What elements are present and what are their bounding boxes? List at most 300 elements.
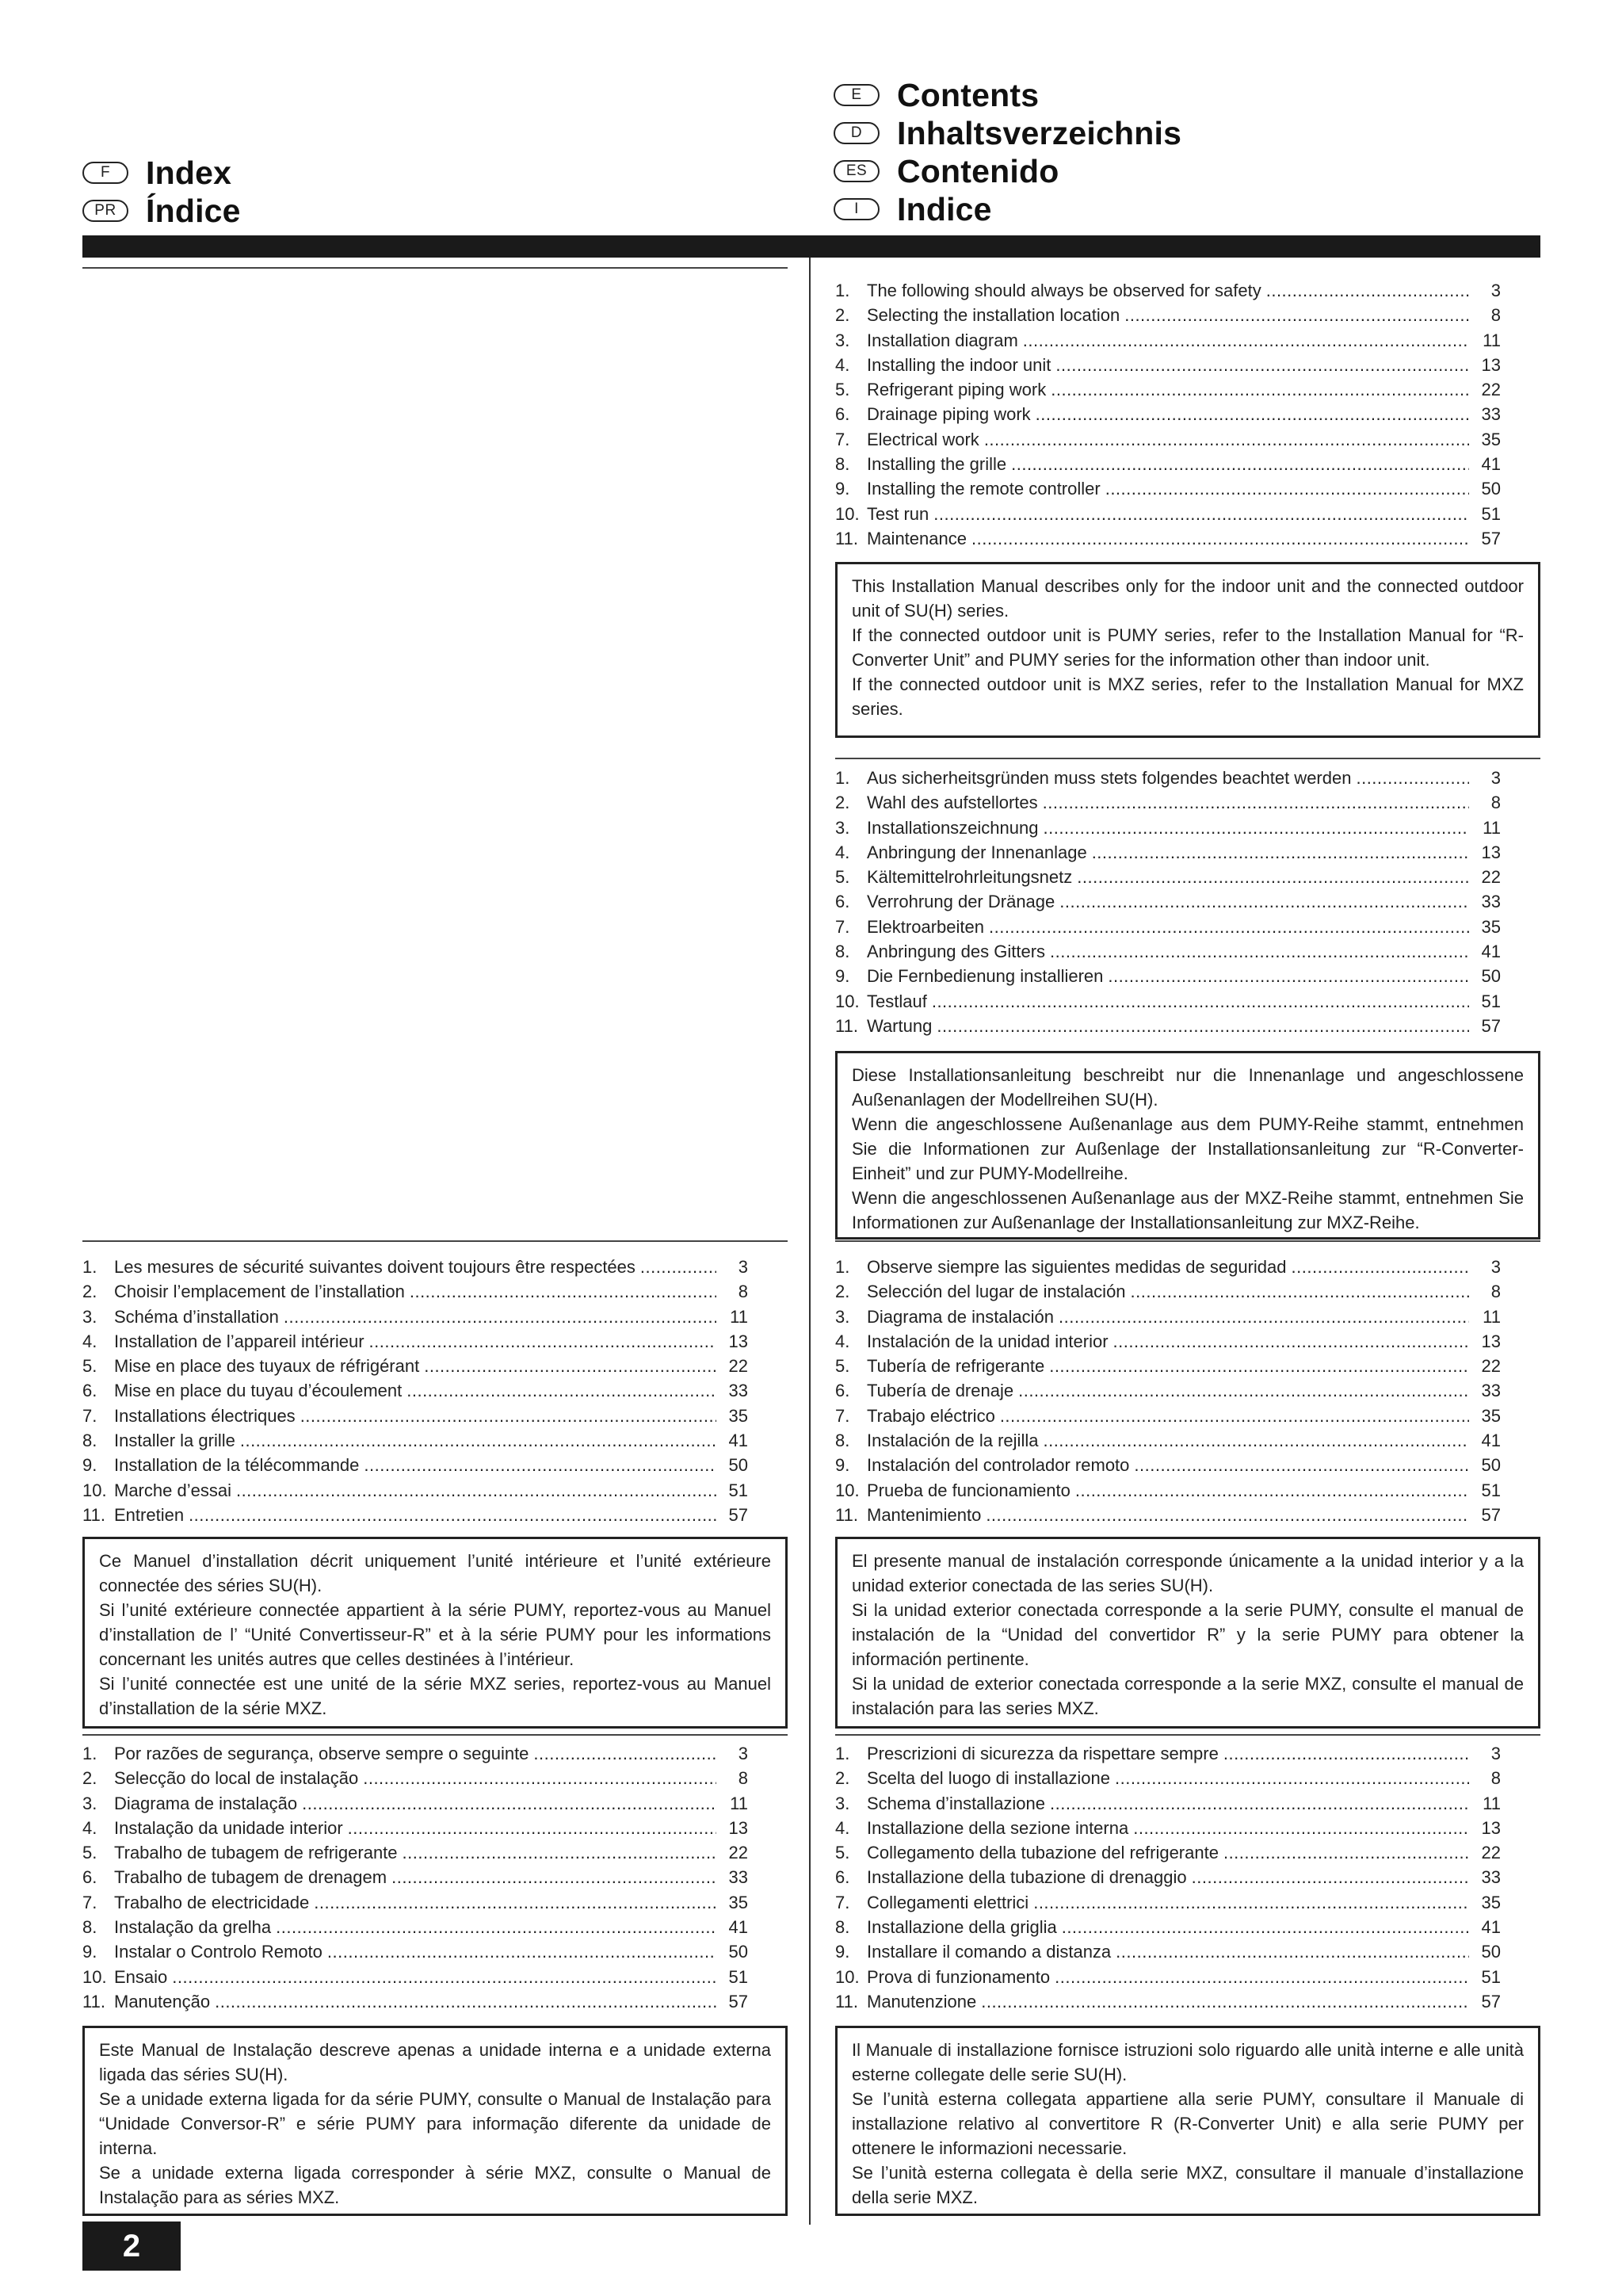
title-block-right <box>834 76 1181 228</box>
toc-item-leader <box>348 1816 716 1840</box>
toc-item-page: 22 <box>728 1843 748 1863</box>
toc-item-leader <box>1011 452 1469 476</box>
note-paragraph: Si l’unité connectée est une unité de la série MXZ series, reportez-vous au Manuel d’installation de la série MXZ. <box>99 1674 771 1718</box>
toc-item-label: Scelta del luogo di installazione <box>867 1768 1110 1789</box>
toc-item-number: 10. <box>835 503 860 524</box>
toc-item-page: 13 <box>1481 354 1501 375</box>
toc-item-leader <box>1223 1840 1469 1865</box>
toc-item <box>835 1503 1501 1527</box>
toc-item <box>835 452 1501 476</box>
toc-item-label: Diagrama de instalación <box>867 1306 1055 1327</box>
toc-item-page: 33 <box>728 1381 748 1401</box>
title-text: Inhaltsverzeichnis <box>897 114 1182 151</box>
toc-item-number: 5. <box>835 867 850 888</box>
toc-item-label: Trabalho de electricidade <box>114 1892 310 1912</box>
toc-item-page: 13 <box>728 1331 748 1351</box>
toc-item <box>835 840 1501 865</box>
toc-item-leader <box>391 1865 716 1889</box>
toc-item-number: 1. <box>835 1257 850 1277</box>
toc-item-number: 3. <box>835 1306 850 1327</box>
title-row-es <box>834 152 1181 190</box>
toc-item-leader <box>1055 353 1469 377</box>
toc-item <box>835 427 1501 452</box>
toc-item-page: 50 <box>1481 479 1501 499</box>
toc-item-number: 9. <box>835 1455 850 1476</box>
toc-item-leader <box>424 1354 716 1378</box>
toc-item-leader <box>189 1503 716 1527</box>
toc-item <box>835 1865 1501 1889</box>
toc-item <box>835 1378 1501 1403</box>
toc-item-page: 57 <box>728 1504 748 1525</box>
toc-item-page: 22 <box>1481 1843 1501 1863</box>
toc-item-label: Por razões de segurança, observe sempre o seguinte <box>114 1744 529 1763</box>
toc-item-number: 9. <box>835 966 850 987</box>
toc-item <box>835 790 1501 815</box>
toc-item-leader <box>1115 1766 1469 1790</box>
toc-item-label: Instalación de la unidad interior <box>867 1331 1109 1351</box>
toc-item-label: Observe siempre las siguientes medidas de seguridad <box>867 1257 1287 1277</box>
toc-item <box>835 1428 1501 1453</box>
note-paragraph: Se a unidade externa ligada corresponder à série MXZ, consulte o Manual de Instalação para as séries MXZ. <box>99 2163 771 2207</box>
toc-italian <box>835 1741 1501 2014</box>
note-paragraph: Se l’unità esterna collegata è della serie MXZ, consultare il manuale d’installazione della serie MXZ. <box>852 2163 1524 2207</box>
toc-item-number: 9. <box>835 1942 850 1962</box>
toc-item-label: Trabajo eléctrico <box>867 1405 995 1426</box>
toc-item-leader <box>1043 1428 1469 1453</box>
toc-item <box>82 1741 748 1766</box>
toc-item-page: 41 <box>728 1431 748 1451</box>
toc-item-page: 51 <box>1481 1480 1501 1500</box>
toc-item-page: 35 <box>1481 916 1501 937</box>
toc-item-number: 2. <box>835 1768 850 1789</box>
toc-item-leader <box>1050 1791 1469 1816</box>
toc-item-label: Drainage piping work <box>867 404 1031 425</box>
note-paragraph: Si la unidad exterior conectada corresponde a la serie PUMY, consulte el manual de instalación de la “Unidad del convertidor R” y la serie PUMY para obtener la información pertinente. <box>852 1600 1524 1669</box>
toc-item <box>835 1354 1501 1378</box>
toc-item-label: Prueba de funcionamiento <box>867 1480 1071 1500</box>
toc-item-leader <box>314 1890 716 1915</box>
toc-item-leader <box>1036 402 1469 426</box>
toc-item-page: 13 <box>728 1817 748 1838</box>
toc-item <box>835 353 1501 377</box>
toc-item-label: Manutenção <box>114 1991 211 2011</box>
toc-item-page: 8 <box>1490 793 1501 813</box>
toc-item-number: 9. <box>82 1942 97 1962</box>
note-paragraph: Wenn die angeschlossenen Außenanlage aus der MXZ-Reihe stammt, entnehmen Sie Informationen zur Außenanlage der Installationsanleitung zur MXZ-Reihe. <box>852 1188 1524 1232</box>
toc-item-label: Manutenzione <box>867 1991 977 2011</box>
divider-es <box>835 1240 1540 1242</box>
toc-item-page: 13 <box>1481 1331 1501 1351</box>
toc-item-leader <box>369 1329 716 1354</box>
toc-item-leader <box>1051 377 1469 402</box>
toc-item <box>835 1329 1501 1354</box>
toc-item <box>82 1503 748 1527</box>
toc-item-leader <box>1050 939 1469 964</box>
toc-item-number: 2. <box>82 1768 97 1789</box>
note-paragraph: Este Manual de Instalação descreve apenas a unidade interna e a unidade externa ligada das séries SU(H). <box>99 2040 771 2084</box>
toc-item-leader <box>984 427 1469 452</box>
toc-item-label: Installing the indoor unit <box>867 354 1051 375</box>
toc-item-page: 11 <box>1483 330 1501 350</box>
note-italian <box>835 2026 1540 2216</box>
toc-item-label: Mise en place des tuyaux de réfrigérant <box>114 1356 420 1377</box>
toc-item-leader <box>932 989 1469 1014</box>
toc-item-page: 33 <box>1481 1867 1501 1888</box>
toc-item-page: 50 <box>1481 966 1501 987</box>
note-paragraph: Si l’unité extérieure connectée appartient à la série PUMY, reportez-vous au Manuel d’installation de l’ “Unité Convertisseur-R” et à la série PUMY pour les informations concernant les unités autres que celles destinées à l’intérieur. <box>99 1600 771 1669</box>
toc-item-label: Marche d’essai <box>114 1480 231 1500</box>
note-english <box>835 562 1540 738</box>
language-badge: E <box>834 84 880 106</box>
note-paragraph: If the connected outdoor unit is MXZ series, refer to the Installation Manual for MXZ series. <box>852 674 1524 719</box>
toc-item-number: 8. <box>82 1917 97 1938</box>
toc-item-label: Tubería de refrigerante <box>867 1356 1045 1377</box>
toc-item <box>82 1453 748 1477</box>
toc-item-number: 1. <box>82 1257 97 1277</box>
toc-item <box>835 1939 1501 1964</box>
toc-item-number: 7. <box>835 429 850 449</box>
toc-item-label: Installazione della tubazione di drenaggio <box>867 1867 1187 1888</box>
toc-item-leader <box>937 1014 1469 1038</box>
toc-item-leader <box>364 1453 716 1477</box>
toc-item-leader <box>1192 1865 1469 1889</box>
title-text: Contents <box>897 76 1040 113</box>
toc-item-label: Installare il comando a distanza <box>867 1942 1112 1962</box>
toc-item-page: 13 <box>1481 1817 1501 1838</box>
toc-item-label: Kältemittelrohrleitungsnetz <box>867 867 1073 888</box>
toc-item-label: Installing the remote controller <box>867 479 1101 499</box>
toc-item-leader <box>989 915 1469 939</box>
toc-item-number: 5. <box>835 380 850 400</box>
note-german <box>835 1051 1540 1240</box>
header-bar <box>82 235 1540 258</box>
toc-item-page: 3 <box>1490 1257 1501 1277</box>
toc-item-label: Testlauf <box>867 991 927 1011</box>
toc-item-number: 9. <box>82 1455 97 1476</box>
title-block-left <box>82 154 241 230</box>
toc-item-number: 6. <box>82 1381 97 1401</box>
toc-item <box>835 328 1501 353</box>
toc-item-leader <box>1018 1378 1469 1403</box>
toc-item-label: Diagrama de instalação <box>114 1793 298 1813</box>
toc-item-page: 51 <box>1481 503 1501 524</box>
toc-item <box>82 1766 748 1790</box>
toc-item-page: 51 <box>728 1966 748 1987</box>
toc-item <box>82 1816 748 1840</box>
toc-item-page: 11 <box>1483 1306 1501 1327</box>
toc-item-number: 4. <box>835 1331 850 1351</box>
toc-item <box>835 816 1501 840</box>
toc-item-label: Instalar o Controlo Remoto <box>114 1942 322 1962</box>
toc-item-leader <box>240 1428 716 1453</box>
toc-item-label: Mise en place du tuyau d’écoulement <box>114 1381 403 1401</box>
toc-item-page: 33 <box>1481 404 1501 425</box>
toc-item <box>835 1279 1501 1304</box>
toc-item-leader <box>302 1791 716 1816</box>
toc-item-leader <box>1116 1939 1469 1964</box>
toc-item-number: 11. <box>835 528 858 548</box>
toc-item-number: 5. <box>82 1843 97 1863</box>
toc-item-label: Prova di funzionamento <box>867 1966 1051 1987</box>
toc-english <box>835 278 1501 551</box>
toc-item-leader <box>1023 328 1469 353</box>
toc-item-page: 50 <box>728 1942 748 1962</box>
note-paragraph: If the connected outdoor unit is PUMY series, refer to the Installation Manual for “R-Converter Unit” and PUMY series for the information other than indoor unit. <box>852 625 1524 670</box>
toc-item <box>82 1939 748 1964</box>
toc-item-number: 2. <box>835 793 850 813</box>
toc-item-leader <box>1075 1478 1469 1503</box>
toc-item-leader <box>1113 1329 1469 1354</box>
divider-left-top <box>82 267 788 269</box>
toc-item-leader <box>1000 1404 1469 1428</box>
toc-item-page: 35 <box>728 1892 748 1912</box>
title-row-en <box>834 76 1181 114</box>
toc-item-number: 8. <box>835 942 850 962</box>
toc-item <box>82 1255 748 1279</box>
toc-item-number: 5. <box>835 1843 850 1863</box>
toc-item-label: Collegamenti elettrici <box>867 1892 1029 1912</box>
toc-item-leader <box>1134 1453 1469 1477</box>
note-paragraph: This Installation Manual describes only for the indoor unit and the connected outdoor unit of SU(H) series. <box>852 576 1524 621</box>
toc-item-label: Installation diagram <box>867 330 1018 350</box>
toc-item-number: 3. <box>835 330 850 350</box>
toc-item <box>835 402 1501 426</box>
toc-item-label: Collegamento della tubazione del refrigerante <box>867 1843 1219 1863</box>
toc-item-leader <box>933 502 1469 526</box>
toc-item-number: 11. <box>82 1991 105 2011</box>
toc-item-number: 7. <box>835 1892 850 1912</box>
toc-item-leader <box>1266 278 1469 303</box>
divider-de <box>835 758 1540 759</box>
toc-item-label: Installazione della griglia <box>867 1917 1057 1938</box>
toc-item-number: 10. <box>835 1966 860 1987</box>
toc-item-number: 8. <box>82 1431 97 1451</box>
toc-item-number: 7. <box>82 1405 97 1426</box>
toc-item-leader <box>410 1279 716 1304</box>
divider-fr <box>82 1240 788 1242</box>
toc-item-number: 2. <box>835 1282 850 1302</box>
toc-item-page: 22 <box>1481 867 1501 888</box>
toc-item <box>82 1915 748 1939</box>
language-badge: F <box>82 162 128 184</box>
language-badge: D <box>834 122 880 144</box>
toc-item-number: 1. <box>835 768 850 788</box>
toc-item-page: 3 <box>1490 281 1501 300</box>
toc-item-page: 35 <box>1481 1405 1501 1426</box>
toc-item-leader <box>215 1989 716 2014</box>
toc-item-number: 11. <box>835 1991 858 2011</box>
toc-item-page: 41 <box>1481 1431 1501 1451</box>
title-text: Contenido <box>897 152 1059 189</box>
title-row-pt <box>82 192 241 230</box>
toc-item <box>835 1890 1501 1915</box>
toc-item-leader <box>406 1378 716 1403</box>
toc-item-label: Verrohrung der Dränage <box>867 892 1055 912</box>
toc-item-number: 1. <box>835 1744 850 1763</box>
toc-item-page: 13 <box>1481 842 1501 862</box>
toc-item <box>835 1816 1501 1840</box>
toc-item-page: 3 <box>738 1744 748 1763</box>
toc-item <box>835 964 1501 988</box>
language-badge: ES <box>834 160 880 182</box>
toc-item-label: Selecting the installation location <box>867 305 1120 326</box>
toc-item-label: Les mesures de sécurité suivantes doivent toujours être respectées <box>114 1257 635 1277</box>
toc-item-page: 22 <box>1481 380 1501 400</box>
toc-item <box>835 1305 1501 1329</box>
toc-item-label: Installation de l’appareil intérieur <box>114 1331 364 1351</box>
toc-item <box>82 1791 748 1816</box>
toc-item-label: Wahl des aufstellortes <box>867 793 1038 813</box>
toc-item-leader <box>276 1915 716 1939</box>
toc-item-page: 11 <box>730 1793 748 1813</box>
toc-item-label: Schema d’installazione <box>867 1793 1046 1813</box>
note-paragraph: El presente manual de instalación corresponde únicamente a la unidad interior y a la unidad exterior conectada de las series SU(H). <box>852 1551 1524 1595</box>
toc-item <box>835 766 1501 790</box>
toc-item-label: Maintenance <box>867 528 967 548</box>
toc-item-leader <box>327 1939 716 1964</box>
toc-item-page: 22 <box>1481 1356 1501 1377</box>
toc-item-page: 50 <box>1481 1455 1501 1476</box>
toc-item <box>82 1989 748 2014</box>
toc-item <box>835 1014 1501 1038</box>
toc-item <box>835 1478 1501 1503</box>
toc-german <box>835 766 1501 1038</box>
toc-item-number: 9. <box>835 479 850 499</box>
toc-item-page: 50 <box>1481 1942 1501 1962</box>
toc-item-label: Instalación de la rejilla <box>867 1431 1039 1451</box>
toc-item-page: 8 <box>738 1768 748 1789</box>
toc-item-page: 57 <box>1481 528 1501 548</box>
toc-item-leader <box>981 1989 1469 2014</box>
toc-item-label: Ensaio <box>114 1966 168 1987</box>
toc-item <box>835 1791 1501 1816</box>
toc-item-number: 2. <box>82 1282 97 1302</box>
toc-item-number: 3. <box>82 1793 97 1813</box>
toc-item-leader <box>640 1255 716 1279</box>
toc-item-number: 4. <box>82 1331 97 1351</box>
toc-item-label: The following should always be observed for safety <box>867 281 1261 300</box>
title-row-fr <box>82 154 241 192</box>
toc-item-page: 35 <box>1481 1892 1501 1912</box>
toc-item <box>82 1354 748 1378</box>
note-portuguese <box>82 2026 788 2216</box>
toc-item-number: 11. <box>835 1015 858 1036</box>
toc-item-number: 1. <box>82 1744 97 1763</box>
toc-item-label: Installationszeichnung <box>867 817 1039 838</box>
note-spanish <box>835 1537 1540 1729</box>
toc-item-page: 3 <box>738 1257 748 1277</box>
toc-item-leader <box>1049 1354 1469 1378</box>
toc-item-label: Installer la grille <box>114 1431 235 1451</box>
toc-item <box>82 1890 748 1915</box>
column-divider <box>809 258 811 2225</box>
language-badge: I <box>834 198 880 220</box>
toc-item-page: 22 <box>728 1356 748 1377</box>
toc-item-page: 8 <box>738 1282 748 1302</box>
toc-item <box>835 1453 1501 1477</box>
toc-item-leader <box>1108 964 1469 988</box>
toc-item-page: 3 <box>1490 768 1501 788</box>
toc-item <box>835 476 1501 501</box>
toc-item-leader <box>971 526 1469 551</box>
toc-item-number: 5. <box>82 1356 97 1377</box>
toc-item-label: Prescrizioni di sicurezza da rispettare sempre <box>867 1744 1219 1763</box>
toc-item-number: 2. <box>835 305 850 326</box>
note-paragraph: Il Manuale di installazione fornisce istruzioni solo riguardo alle unità interne e alle unità esterne collegate delle serie SU(H). <box>852 2040 1524 2084</box>
toc-item-leader <box>1356 766 1469 790</box>
toc-item <box>835 278 1501 303</box>
toc-item <box>835 1404 1501 1428</box>
toc-item <box>835 1741 1501 1766</box>
toc-item-label: Die Fernbedienung installieren <box>867 966 1104 987</box>
toc-item <box>835 377 1501 402</box>
toc-item-number: 1. <box>835 281 850 300</box>
note-paragraph: Si la unidad de exterior conectada corresponde a la serie MXZ, consulte el manual de instalación para las series MXZ. <box>852 1674 1524 1718</box>
toc-item-page: 33 <box>728 1867 748 1888</box>
divider-it <box>835 1734 1540 1736</box>
toc-item-leader <box>236 1478 716 1503</box>
toc-item-label: Choisir l’emplacement de l’installation <box>114 1282 405 1302</box>
toc-item <box>835 1915 1501 1939</box>
toc-item-page: 3 <box>1490 1744 1501 1763</box>
toc-item-leader <box>533 1741 716 1766</box>
note-paragraph: Wenn die angeschlossene Außenanlage aus dem PUMY-Reihe stammt, entnehmen Sie die Informationen zur Außenlage der Installationsanleitung zur “R-Converter-Einheit” und zur PUMY-Modellreihe. <box>852 1114 1524 1183</box>
toc-item-number: 11. <box>835 1504 858 1525</box>
toc-item <box>82 1965 748 1989</box>
toc-item-leader <box>1105 476 1469 501</box>
language-badge: PR <box>82 200 128 222</box>
toc-item-page: 8 <box>1490 305 1501 326</box>
toc-item <box>835 1965 1501 1989</box>
toc-item-leader <box>300 1404 716 1428</box>
note-paragraph: Ce Manuel d’installation décrit uniquement l’unité intérieure et l’unité extérieure connectée des séries SU(H). <box>99 1551 771 1595</box>
toc-item-label: Anbringung der Innenanlage <box>867 842 1087 862</box>
toc-item-number: 3. <box>82 1306 97 1327</box>
toc-item <box>82 1305 748 1329</box>
toc-item-label: Electrical work <box>867 429 979 449</box>
title-text: Índice <box>146 192 241 229</box>
toc-item-page: 33 <box>1481 892 1501 912</box>
toc-item-label: Test run <box>867 503 929 524</box>
toc-item-leader <box>1059 1305 1469 1329</box>
toc-item-label: Elektroarbeiten <box>867 916 984 937</box>
toc-item <box>835 865 1501 889</box>
title-row-it <box>834 190 1181 228</box>
toc-item-page: 41 <box>1481 942 1501 962</box>
toc-item-label: Selección del lugar de instalación <box>867 1282 1126 1302</box>
toc-item-number: 7. <box>835 1405 850 1426</box>
toc-item <box>835 1840 1501 1865</box>
toc-item-leader <box>1124 303 1469 327</box>
toc-portuguese <box>82 1741 748 2014</box>
toc-item-label: Tubería de drenaje <box>867 1381 1014 1401</box>
toc-item-page: 35 <box>1481 429 1501 449</box>
toc-item-number: 6. <box>82 1867 97 1888</box>
toc-item <box>835 989 1501 1014</box>
toc-item-number: 8. <box>835 1431 850 1451</box>
toc-item-number: 11. <box>82 1504 105 1525</box>
toc-item-label: Installation de la télécommande <box>114 1455 360 1476</box>
toc-item-number: 8. <box>835 1917 850 1938</box>
toc-item-page: 57 <box>1481 1504 1501 1525</box>
toc-item-label: Mantenimiento <box>867 1504 982 1525</box>
toc-item-number: 5. <box>835 1356 850 1377</box>
toc-item-number: 4. <box>835 1817 850 1838</box>
toc-item-label: Installations électriques <box>114 1405 296 1426</box>
toc-item-page: 57 <box>1481 1991 1501 2011</box>
toc-item <box>835 1255 1501 1279</box>
title-text: Indice <box>897 190 992 227</box>
